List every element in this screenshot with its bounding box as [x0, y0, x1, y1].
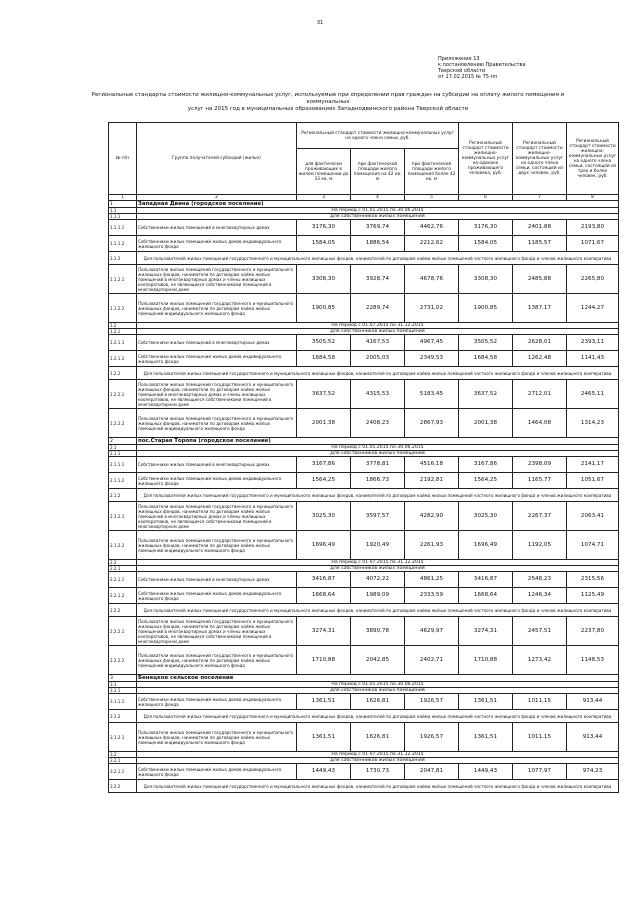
category-row	[109, 710, 619, 723]
header-standard-group: Региональный стандарт стоимости жилищно-коммунальных услуг на одного члена семьи, руб.	[297, 123, 459, 149]
value-cell: 2465,11	[567, 380, 619, 409]
period-label: Для собственников жилых помещений	[137, 758, 619, 764]
row-code: 3.2.2	[109, 780, 137, 793]
group-name: Собственники жилых помещений в многоквартирных домах	[137, 457, 297, 473]
header-group: Группа получателей субсидий (жилье)	[137, 123, 297, 195]
value-cell: 1074,71	[567, 531, 619, 560]
value-cell: 2457,51	[513, 617, 567, 646]
value-cell: 1626,81	[351, 694, 405, 710]
row-code: 3.2	[109, 752, 137, 758]
value-cell: 2408,23	[351, 409, 405, 438]
value-cell: 1148,53	[567, 646, 619, 675]
table-row	[109, 220, 619, 236]
row-code: 2.1	[109, 445, 137, 451]
group-name: Пользователи жилых помещений государственного и муниципального жилищных фондов, наниматели по договорам найма жилых помещений в многоквартирных домах и члены жилищных кооперативов, не являющиеся собственниками помещений в многоквартирном доме	[137, 617, 297, 646]
value-cell: 2001,38	[459, 409, 513, 438]
row-code: 1.1.2	[109, 252, 137, 265]
value-cell: 1387,17	[513, 294, 567, 323]
value-cell: 2315,56	[567, 572, 619, 588]
category-text: Для пользователей жилых помещений государственного и муниципального жилищных фондов, нанимателей по договорам найма жилых помещений частного жилищного фонда и членов жилищного кооператива	[137, 367, 619, 380]
group-name: Пользователи жилых помещений государственного и муниципального жилищных фондов, наниматели по договорам найма жилых помещений в многоквартирных домах и члены жилищных кооперативов, не являющиеся собственниками помещений в многоквартирном доме	[137, 265, 297, 294]
row-code: 3.2.1.1	[109, 764, 137, 780]
value-cell: 3637,52	[297, 380, 351, 409]
value-cell: 2401,88	[513, 220, 567, 236]
category-text: Для пользователей жилых помещений государственного и муниципального жилищных фондов, нанимателей по договорам найма жилых помещений частного жилищного фонда и членов жилищного кооператива	[137, 780, 619, 793]
category-row	[109, 252, 619, 265]
value-cell: 2192,81	[405, 473, 459, 489]
header-index: 2	[137, 195, 297, 201]
row-code: 2.1.2.2	[109, 531, 137, 560]
value-cell: 2193,80	[567, 220, 619, 236]
row-code: 1.2.2.1	[109, 380, 137, 409]
row-code: 3.2.1	[109, 758, 137, 764]
value-cell: 1262,48	[513, 351, 567, 367]
value-cell: 1165,77	[513, 473, 567, 489]
period-label: Для собственников жилых помещений	[137, 451, 619, 457]
table-row	[109, 531, 619, 560]
row-code: 1.2.1	[109, 329, 137, 335]
value-cell: 2289,74	[351, 294, 405, 323]
table-row	[109, 646, 619, 675]
row-code: 2.2.1	[109, 566, 137, 572]
value-cell: 3176,30	[459, 220, 513, 236]
value-cell: 1449,43	[459, 764, 513, 780]
category-row	[109, 604, 619, 617]
value-cell: 1125,49	[567, 588, 619, 604]
value-cell: 974,23	[567, 764, 619, 780]
appendix-line: от 17.02.2015 № 75-пп	[438, 74, 498, 80]
value-cell: 1051,67	[567, 473, 619, 489]
group-name: Собственники жилых помещений жилых домов индивидуального жилищного фонда	[137, 236, 297, 252]
row-code: 1.1.1.1	[109, 220, 137, 236]
value-cell: 3176,30	[297, 220, 351, 236]
section-name: пос.Старая Торопа (городское поселение)	[137, 438, 619, 445]
value-cell: 1584,05	[297, 236, 351, 252]
header-index: 7	[513, 195, 567, 201]
value-cell: 3025,30	[297, 502, 351, 531]
value-cell: 2731,02	[405, 294, 459, 323]
value-cell: 2001,38	[297, 409, 351, 438]
period-label: Для собственников жилых помещений	[137, 566, 619, 572]
value-cell: 1668,64	[297, 588, 351, 604]
value-cell: 1696,49	[459, 531, 513, 560]
period-label: На период с 01.01.2015 по 30.06.2015	[137, 208, 619, 214]
row-code: 2.2.1.2	[109, 588, 137, 604]
row-code: 2.1.1	[109, 451, 137, 457]
table-row	[109, 588, 619, 604]
value-cell: 2005,03	[351, 351, 405, 367]
group-name: Собственники жилых помещений жилых домов индивидуального жилищного фонда	[137, 694, 297, 710]
value-cell: 1071,67	[567, 236, 619, 252]
group-name: Собственники жилых помещений в многоквартирных домах	[137, 220, 297, 236]
category-row	[109, 780, 619, 793]
table-body	[109, 201, 619, 793]
header-index: 4	[351, 195, 405, 201]
period-label: На период с 01.07.2015 по 31.12.2015	[137, 752, 619, 758]
row-code: 2.1.1.1	[109, 457, 137, 473]
period-label: Для собственников жилых помещений	[137, 214, 619, 220]
group-name: Собственники жилых помещений в многоквартирных домах	[137, 572, 297, 588]
period-label: Для собственников жилых помещений	[137, 688, 619, 694]
value-cell: 1011,15	[513, 694, 567, 710]
category-row	[109, 367, 619, 380]
category-text: Для пользователей жилых помещений государственного и муниципального жилищных фондов, нанимателей по договорам найма жилых помещений частного жилищного фонда и членов жилищного кооператива	[137, 710, 619, 723]
value-cell: 1246,34	[513, 588, 567, 604]
value-cell: 1926,57	[405, 723, 459, 752]
value-cell: 4462,76	[405, 220, 459, 236]
value-cell: 1564,25	[459, 473, 513, 489]
value-cell: 2548,23	[513, 572, 567, 588]
group-name: Собственники жилых помещений жилых домов индивидуального жилищного фонда	[137, 351, 297, 367]
value-cell: 1989,09	[351, 588, 405, 604]
group-name: Пользователи жилых помещений государственного и муниципального жилищных фондов, наниматели по договорам найма жилых помещений индивидуального жилищного фонда	[137, 723, 297, 752]
row-code: 1.2.1.1	[109, 335, 137, 351]
period-label: На период с 01.07.2015 по 31.12.2015	[137, 560, 619, 566]
value-cell: 1900,85	[297, 294, 351, 323]
value-cell: 1185,57	[513, 236, 567, 252]
value-cell: 1449,43	[297, 764, 351, 780]
table-row	[109, 351, 619, 367]
period-label: На период с 01.01.2015 по 30.06.2015	[137, 445, 619, 451]
row-code: 1	[109, 201, 137, 208]
value-cell: 4861,25	[405, 572, 459, 588]
table-row	[109, 236, 619, 252]
value-cell: 3025,30	[459, 502, 513, 531]
row-code: 1.2.2	[109, 367, 137, 380]
value-cell: 1314,23	[567, 409, 619, 438]
table-row	[109, 473, 619, 489]
value-cell: 3416,87	[459, 572, 513, 588]
value-cell: 1926,57	[405, 694, 459, 710]
table-row	[109, 380, 619, 409]
header-index: 1	[109, 195, 137, 201]
value-cell: 1192,05	[513, 531, 567, 560]
section-name: Западная Двина (городское поселение)	[137, 201, 619, 208]
group-name: Собственники жилых помещений в многоквартирных домах	[137, 335, 297, 351]
header-std-c: при фактической площади жилого помещения более 42 кв. м	[405, 149, 459, 195]
value-cell: 2212,62	[405, 236, 459, 252]
value-cell: 1886,54	[351, 236, 405, 252]
value-cell: 1141,43	[567, 351, 619, 367]
title-line: услуг на 2015 год в муниципальных образованиях Западнодвинского района Тверской области	[187, 106, 469, 112]
value-cell: 2485,88	[513, 265, 567, 294]
value-cell: 3637,52	[459, 380, 513, 409]
value-cell: 2333,59	[405, 588, 459, 604]
value-cell: 1710,88	[297, 646, 351, 675]
value-cell: 2402,71	[405, 646, 459, 675]
value-cell: 1684,58	[297, 351, 351, 367]
table-row	[109, 265, 619, 294]
value-cell: 4072,22	[351, 572, 405, 588]
table-row	[109, 409, 619, 438]
value-cell: 3308,30	[459, 265, 513, 294]
section-row	[109, 675, 619, 682]
value-cell: 3928,74	[351, 265, 405, 294]
value-cell: 1361,51	[459, 723, 513, 752]
row-code: 2	[109, 438, 137, 445]
row-code: 2.1.2	[109, 489, 137, 502]
group-name: Пользователи жилых помещений государственного и муниципального жилищных фондов, наниматели по договорам найма жилых помещений индивидуального жилищного фонда	[137, 531, 297, 560]
value-cell: 2042,85	[351, 646, 405, 675]
group-name: Пользователи жилых помещений государственного и муниципального жилищных фондов, наниматели по договорам найма жилых помещений индивидуального жилищного фонда	[137, 294, 297, 323]
row-code: 3.1.1	[109, 688, 137, 694]
row-code: 1.1.2.1	[109, 265, 137, 294]
value-cell: 1668,64	[459, 588, 513, 604]
period-label: На период с 01.07.2015 по 31.12.2015	[137, 323, 619, 329]
value-cell: 4315,53	[351, 380, 405, 409]
category-text: Для пользователей жилых помещений государственного и муниципального жилищных фондов, нанимателей по договорам найма жилых помещений частного жилищного фонда и членов жилищного кооператива	[137, 489, 619, 502]
value-cell: 913,44	[567, 723, 619, 752]
appendix-block	[438, 56, 618, 80]
value-cell: 1920,49	[351, 531, 405, 560]
row-code: 1.2	[109, 323, 137, 329]
value-cell: 1273,42	[513, 646, 567, 675]
group-name: Собственники жилых помещений жилых домов индивидуального жилищного фонда	[137, 473, 297, 489]
table-row	[109, 764, 619, 780]
value-cell: 1684,58	[459, 351, 513, 367]
value-cell: 3890,78	[351, 617, 405, 646]
row-code: 1.1.1	[109, 214, 137, 220]
appendix-line: Приложение 13	[438, 56, 480, 62]
value-cell: 1866,73	[351, 473, 405, 489]
row-code: 1.2.1.2	[109, 351, 137, 367]
document-title	[88, 92, 568, 113]
page-number: 31	[316, 20, 324, 26]
value-cell: 2237,80	[567, 617, 619, 646]
category-text: Для пользователей жилых помещений государственного и муниципального жилищных фондов, нанимателей по договорам найма жилых помещений частного жилищного фонда и членов жилищного кооператива	[137, 252, 619, 265]
value-cell: 3597,57	[351, 502, 405, 531]
header-three: Региональный стандарт стоимости жилищно-коммунальных услуг на одного члена семьи, состоящей из трех и более человек, руб.	[567, 123, 619, 195]
value-cell: 2267,37	[513, 502, 567, 531]
value-cell: 4167,53	[351, 335, 405, 351]
value-cell: 1900,85	[459, 294, 513, 323]
row-code: 3.1	[109, 682, 137, 688]
header-index: 3	[297, 195, 351, 201]
period-label: Для собственников жилых помещений	[137, 329, 619, 335]
group-name: Собственники жилых помещений жилых домов индивидуального жилищного фонда	[137, 764, 297, 780]
row-code: 2.2.2.1	[109, 617, 137, 646]
value-cell: 1464,08	[513, 409, 567, 438]
value-cell: 1696,49	[297, 531, 351, 560]
value-cell: 1710,88	[459, 646, 513, 675]
value-cell: 2063,41	[567, 502, 619, 531]
row-code: 3	[109, 675, 137, 682]
table-row	[109, 457, 619, 473]
value-cell: 3778,81	[351, 457, 405, 473]
value-cell: 3416,87	[297, 572, 351, 588]
row-code: 3.1.2	[109, 710, 137, 723]
appendix-line: к постановлению Правительства	[438, 62, 526, 68]
group-name: Пользователи жилых помещений государственного и муниципального жилищных фондов, наниматели по договорам найма жилых помещений индивидуального жилищного фонда	[137, 646, 297, 675]
row-code: 3.1.2.1	[109, 723, 137, 752]
value-cell: 1361,51	[297, 694, 351, 710]
value-cell: 1361,51	[297, 723, 351, 752]
value-cell: 3769,74	[351, 220, 405, 236]
header-index: 6	[459, 195, 513, 201]
value-cell: 3274,31	[297, 617, 351, 646]
group-name: Пользователи жилых помещений государственного и муниципального жилищных фондов, наниматели по договорам найма жилых помещений индивидуального жилищного фонда	[137, 409, 297, 438]
value-cell: 2393,11	[567, 335, 619, 351]
value-cell: 2261,93	[405, 531, 459, 560]
table-row	[109, 335, 619, 351]
row-code: 2.2.1.1	[109, 572, 137, 588]
value-cell: 1011,15	[513, 723, 567, 752]
row-code: 2.2.2.2	[109, 646, 137, 675]
table-row	[109, 502, 619, 531]
group-name: Пользователи жилых помещений государственного и муниципального жилищных фондов, наниматели по договорам найма жилых помещений в многоквартирных домах и члены жилищных кооперативов, не являющиеся собственниками помещений в многоквартирном доме	[137, 502, 297, 531]
row-code: 3.1.1.1	[109, 694, 137, 710]
group-name: Собственники жилых помещений жилых домов индивидуального жилищного фонда	[137, 588, 297, 604]
value-cell: 3505,52	[297, 335, 351, 351]
section-row	[109, 438, 619, 445]
row-code: 2.2.2	[109, 604, 137, 617]
value-cell: 3167,86	[459, 457, 513, 473]
value-cell: 4282,90	[405, 502, 459, 531]
section-row	[109, 201, 619, 208]
value-cell: 2141,17	[567, 457, 619, 473]
category-row	[109, 489, 619, 502]
period-label: На период с 01.01.2015 по 30.06.2015	[137, 682, 619, 688]
title-line: Региональные стандарты стоимости жилищно-коммунальных услуг, используемые при определении прав граждан на субсидии на оплату жилого помещения и коммунальных	[91, 92, 565, 105]
value-cell: 2047,81	[405, 764, 459, 780]
value-cell: 3167,86	[297, 457, 351, 473]
value-cell: 4516,18	[405, 457, 459, 473]
table-row	[109, 694, 619, 710]
appendix-line: Тверской области	[438, 68, 486, 74]
value-cell: 4629,97	[405, 617, 459, 646]
row-code: 2.1.1.2	[109, 473, 137, 489]
header-std-b: при фактической площади жилого помещения на 42 кв. м	[351, 149, 405, 195]
value-cell: 4678,76	[405, 265, 459, 294]
header-index: 5	[405, 195, 459, 201]
row-code: 1.1	[109, 208, 137, 214]
value-cell: 1584,05	[459, 236, 513, 252]
value-cell: 1244,27	[567, 294, 619, 323]
value-cell: 2265,80	[567, 265, 619, 294]
row-code: 1.2.2.2	[109, 409, 137, 438]
value-cell: 1730,73	[351, 764, 405, 780]
value-cell: 1077,97	[513, 764, 567, 780]
value-cell: 2628,01	[513, 335, 567, 351]
row-code: 1.1.1.2	[109, 236, 137, 252]
table-row	[109, 572, 619, 588]
category-text: Для пользователей жилых помещений государственного и муниципального жилищных фондов, нанимателей по договорам найма жилых помещений частного жилищного фонда и членов жилищного кооператива	[137, 604, 619, 617]
table-row	[109, 723, 619, 752]
header-two: Региональный стандарт стоимости жилищно-коммунальных услуг на одного члена семьи, состоящей из двух человек, руб.	[513, 123, 567, 195]
value-cell: 3274,31	[459, 617, 513, 646]
header-std-a: для фактически проживающих в жилом помещении до 33 кв. м	[297, 149, 351, 195]
header-single: Региональный стандарт стоимости жилищно-коммунальных услуг на одиноко проживающего человека, руб.	[459, 123, 513, 195]
value-cell: 913,44	[567, 694, 619, 710]
standards-table	[108, 122, 619, 793]
row-code: 1.1.2.2	[109, 294, 137, 323]
value-cell: 3308,30	[297, 265, 351, 294]
value-cell: 2398,09	[513, 457, 567, 473]
section-name: Бенецкое сельское поселение	[137, 675, 619, 682]
value-cell: 2712,01	[513, 380, 567, 409]
value-cell: 1564,25	[297, 473, 351, 489]
value-cell: 1626,81	[351, 723, 405, 752]
header-num: № п/п	[109, 123, 137, 195]
row-code: 2.2	[109, 560, 137, 566]
value-cell: 1361,51	[459, 694, 513, 710]
value-cell: 5183,45	[405, 380, 459, 409]
table-row	[109, 294, 619, 323]
value-cell: 2867,93	[405, 409, 459, 438]
header-index: 8	[567, 195, 619, 201]
table-row	[109, 617, 619, 646]
value-cell: 2349,53	[405, 351, 459, 367]
group-name: Пользователи жилых помещений государственного и муниципального жилищных фондов, наниматели по договорам найма жилых помещений в многоквартирных домах и члены жилищных кооперативов, не являющиеся собственниками помещений в многоквартирном доме	[137, 380, 297, 409]
value-cell: 3505,52	[459, 335, 513, 351]
value-cell: 4967,45	[405, 335, 459, 351]
row-code: 2.1.2.1	[109, 502, 137, 531]
